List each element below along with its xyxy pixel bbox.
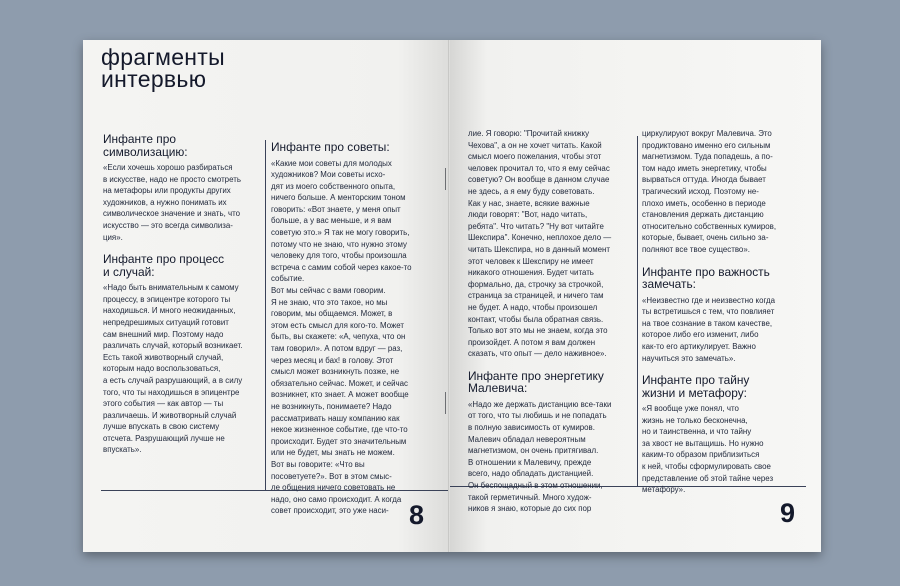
title-line-1: фрагменты	[101, 44, 225, 70]
quote-process: «Надо быть внимательным к самому процессу, в эпицентре которого ты находишься. И много неожиданных, непредрешимых ситуаций готовит сам внешний мир. Поэтому надо различать случай, который возникает. Есть такой животворный случай, которым надо воспользоваться, а есть случай разрушающий, а в силу того, что ты находишься в эпицентре этого события — как автор — ты различаешь. И животворный случай лучше впускать в свою систему отсчета. Разрушающий лучше не впускать».	[103, 283, 243, 455]
quote-advice: «Какие мои советы для молодых художников? Мои советы исхо- дят из моего собственного опыта, ничего больше. А менторским тоном говорить: «Вот знаете, у меня опыт больше, а у вас меньше, и я вам советую это.» Я так не могу говорить, потому что не знаю, что нужно этому человеку для того, чтобы произошла встреча с самим собой через какое-то событие. Вот мы сейчас с вами говорим. Я не знаю, что это такое, но мы говорим, мы общаемся. Может, в этом есть смысл для кого-то. Может быть, вы скажете: «А, чепуха, что он там говорил». А потом вдруг — раз, через месяц и бах! в голову. Этот смысл может возникнуть позже, не обязательно сейчас. Может, и сейчас возникнет, кто знает. А может вообще не возникнуть, понимаете? Надо рассматривать нашу компанию как некое жизненное событие, где что-то происходит. Будет это значительным или не будет, мы знать не можем. Вот вы говорите: «Что вы посоветуете?». Вот в этом смыс- ле общения ничего советовать не надо, оно само происходит. А когда совет происходит, это уже наси-	[271, 158, 412, 516]
heading-noticing: Инфанте про важность замечать:	[642, 264, 770, 292]
heading-malevich-energy: Инфанте про энергетику Малевича:	[468, 368, 604, 396]
quote-malevich-energy: «Надо же держать дистанцию все-таки от того, что ты любишь и не попадать в полную зависимость от кумиров. Малевич обладал невероятным магнетизмом, он очень притягивал. В отношении к Малевичу, прежде всего, надо обладать дистанцией. Он беспощадный в этом отношении, такой герметичный. Много худож- ников я знаю, которые до сих пор	[468, 399, 612, 514]
heading-advice: Инфанте про советы:	[271, 140, 390, 154]
column-4	[642, 128, 814, 496]
column-2	[271, 141, 443, 517]
quote-noticing: «Неизвестно где и неизвестно когда ты встретишься с тем, что повлияет на твое сознание в таком качестве, которое либо его изменит, либо как-то его артикулирует. Важно научиться это замечать».	[642, 295, 776, 363]
title-line-2: интервью	[101, 66, 207, 92]
column-1	[103, 133, 263, 456]
quote-symbolization: «Если хочешь хорошо разбираться в искусстве, надо не просто смотреть на метафоры или продукты других художников, а нужно понимать их символическое значение и знать, что искусство — это всегда символиза- ция».	[103, 163, 241, 242]
heading-symbolization: Инфанте про символизацию:	[103, 132, 188, 159]
page-number-left: 8	[409, 500, 425, 530]
heading-mystery: Инфанте про тайну жизни и метафору:	[642, 373, 750, 400]
quote-malevich-continued: циркулируют вокруг Малевича. Это продиктовано именно его сильным магнетизмом. Туда попадешь, а по- том надо иметь энергетику, чтобы вырваться оттуда. Иногда бывает трагический исход. Поэтому не- плохо иметь, особенно в периоде становления держать дистанцию относительно собственных кумиров, которые, бывает, очень сильно за- полняют все твое существо».	[642, 129, 777, 254]
column-3	[468, 128, 636, 515]
left-page	[83, 40, 450, 552]
quote-advice-continued: лие. Я говорю: "Прочитай книжку Чехова", а он не хочет читать. Какой смысл моего пожелания, чтобы этот человек прочитал то, что я ему сейчас советую? Он вообще в данном случае не здесь, а я ему буду советовать. Как у нас, знаете, всякие важные люди говорят: "Вот, надо читать, ребята". Что читать? "Ну вот читайте Шекспира". Конечно, неплохое дело — читать Шекспира, но в данный момент этот человек к Шекспиру не имеет никакого отношения. Будет читать формально, да, строчку за строчкой, страница за страницей, и ничего там не будет. А надо, чтобы произошел контакт, чтобы была обратная связь. Только вот это мы не знаем, когда это произойдет. А потом я вам должен сказать, что опыт — дело наживное».	[468, 129, 612, 359]
column-divider	[637, 136, 638, 486]
page-title	[101, 46, 225, 90]
quote-mystery: «Я вообще уже понял, что жизнь не только бесконечна, но и таинственна, и что тайну за хвост не вытащишь. Но нужно каким-то образом приблизиться к ней, чтобы сформулировать свое представление об этой тайне через метафору».	[642, 404, 774, 495]
page-number-right: 9	[780, 498, 796, 528]
heading-process: Инфанте про процесс и случай:	[103, 252, 225, 279]
zine-spread	[83, 40, 821, 552]
right-page	[450, 40, 821, 552]
column-divider	[265, 140, 266, 490]
